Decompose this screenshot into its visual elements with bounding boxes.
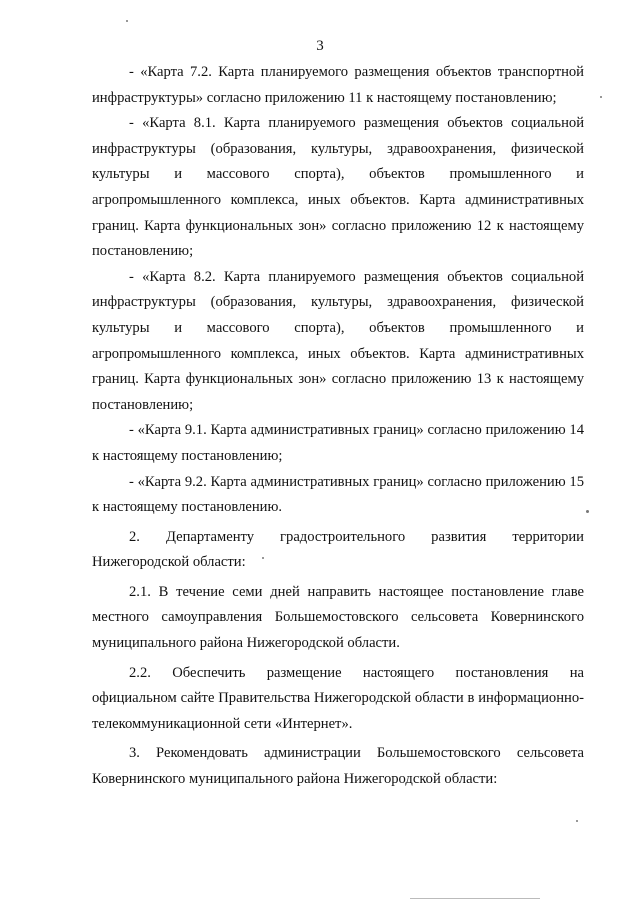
document-body xyxy=(92,60,584,793)
scan-speck xyxy=(126,20,128,22)
paragraph-item-2: 2. Департаменту градостроительного развития территории Нижегородской области: xyxy=(92,528,584,571)
paragraph-map-8-1: - «Карта 8.1. Карта планируемого размещения объектов социальной инфраструктуры (образования, культуры, здравоохранения, физической культуры и массового спорта), объектов промышленного и агропромышленного комплекса, иных объектов. Карта административных границ. Карта функциональных зон» согласно приложению 12 к настоящему постановлению; xyxy=(92,115,584,260)
scan-speck xyxy=(586,510,589,513)
page-number: 3 xyxy=(316,38,324,54)
paragraph-map-9-2: - «Карта 9.2. Карта административных границ» согласно приложению 15 к настоящему постановлению. xyxy=(92,473,584,516)
paragraph-map-7-2: - «Карта 7.2. Карта планируемого размещения объектов транспортной инфраструктуры» согласно приложению 11 к настоящему постановлению; xyxy=(92,64,584,106)
paragraph-item-3: 3. Рекомендовать администрации Большемостовского сельсовета Ковернинского муниципального района Нижегородской области: xyxy=(92,745,584,788)
paragraph-map-9-1: - «Карта 9.1. Карта административных границ» согласно приложению 14 к настоящему постановлению; xyxy=(92,422,584,464)
paragraph-item-2-2: 2.2. Обеспечить размещение настоящего постановления на официальном сайте Правительства Нижегородской области в информационно-телекоммуникационной сети «Интернет». xyxy=(92,664,584,732)
scan-edge-line xyxy=(410,898,540,899)
paragraph-item-2-1: 2.1. В течение семи дней направить настоящее постановление главе местного самоуправления Большемостовского сельсовета Ковернинского муниципального района Нижегородской области. xyxy=(92,583,584,652)
scan-speck xyxy=(576,820,578,822)
scan-speck xyxy=(600,96,602,98)
paragraph-map-8-2: - «Карта 8.2. Карта планируемого размещения объектов социальной инфраструктуры (образования, культуры, здравоохранения, физической культуры и массового спорта), объектов промышленного и агропромышленного комплекса, иных объектов. Карта административных границ. Карта функциональных зон» согласно приложению 13 к настоящему постановлению; xyxy=(92,268,584,413)
scan-speck xyxy=(262,557,264,559)
